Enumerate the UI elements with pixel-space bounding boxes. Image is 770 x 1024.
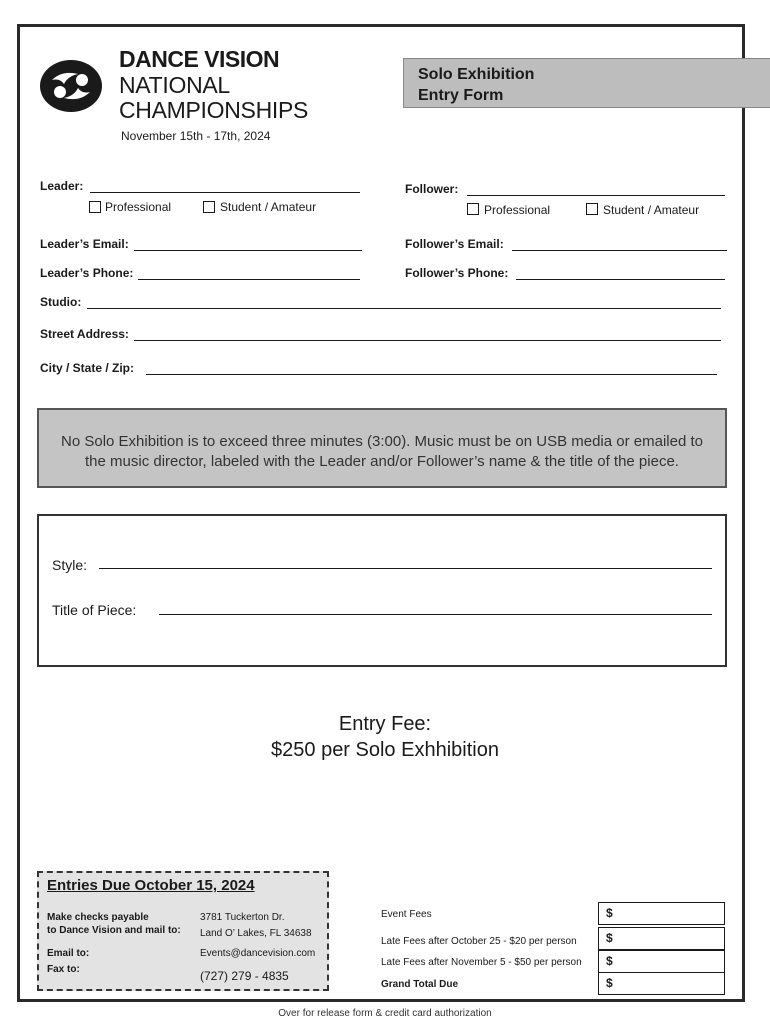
style-label: Style:	[52, 557, 88, 573]
checks-payable-line2: to Dance Vision and mail to:	[47, 925, 181, 936]
event-fees-label: Event Fees	[381, 909, 432, 920]
title-of-piece-label: Title of Piece:	[52, 602, 137, 618]
follower-label: Follower:	[405, 182, 459, 196]
leader-professional-label: Professional	[105, 200, 172, 214]
street-address-field[interactable]	[134, 340, 721, 341]
org-name-line3: CHAMPIONSHIPS	[119, 97, 309, 123]
leader-field[interactable]	[90, 192, 360, 193]
org-name-line2: NATIONAL	[119, 72, 230, 98]
follower-field[interactable]	[467, 195, 725, 196]
grand-total-label: Grand Total Due	[381, 979, 459, 990]
leader-student-label: Student / Amateur	[220, 200, 317, 214]
piece-info-box	[37, 514, 727, 667]
follower-phone-label: Follower’s Phone:	[405, 266, 509, 280]
checks-payable-line1: Make checks payable	[47, 912, 149, 923]
studio-label: Studio:	[40, 295, 82, 309]
entry-fee-amount: $250 per Solo Exhhibition	[271, 739, 499, 761]
follower-student-label: Student / Amateur	[603, 203, 700, 217]
follower-professional-checkbox[interactable]	[467, 203, 479, 215]
street-address-label: Street Address:	[40, 327, 129, 341]
entry-fee-heading: Entry Fee:	[338, 713, 432, 735]
leader-label: Leader:	[40, 179, 84, 193]
title-of-piece-field[interactable]	[159, 614, 712, 615]
city-state-zip-label: City / State / Zip:	[40, 361, 135, 375]
leader-professional-checkbox[interactable]	[89, 201, 101, 213]
mail-address-line2: Land O’ Lakes, FL 34638	[200, 928, 312, 939]
entries-due-heading: Entries Due October 15, 2024	[47, 877, 255, 894]
style-field[interactable]	[99, 568, 712, 569]
leader-email-field[interactable]	[134, 250, 362, 251]
late-fee-oct-label: Late Fees after October 25 - $20 per person	[381, 936, 577, 947]
form-title-line1: Solo Exhibition	[418, 66, 535, 83]
form-frame	[17, 24, 745, 1002]
leader-email-label: Leader’s Email:	[40, 237, 129, 251]
city-state-zip-field[interactable]	[146, 374, 717, 375]
dance-vision-logo-icon	[38, 58, 104, 114]
leader-student-checkbox[interactable]	[203, 201, 215, 213]
late-fee-nov-amount[interactable]: $	[598, 950, 725, 973]
follower-email-label: Follower’s Email:	[405, 237, 504, 251]
email-to-label: Email to:	[47, 948, 90, 959]
grand-total-amount[interactable]: $	[598, 972, 725, 995]
form-title-line2: Entry Form	[418, 87, 504, 104]
events-email: Events@dancevision.com	[200, 948, 316, 959]
studio-field[interactable]	[87, 308, 721, 309]
follower-phone-field[interactable]	[516, 279, 725, 280]
event-fees-amount[interactable]: $	[598, 902, 725, 925]
follower-email-field[interactable]	[512, 250, 727, 251]
footer-note: Over for release form & credit card authorization	[278, 1008, 492, 1019]
event-dates: November 15th - 17th, 2024	[121, 129, 271, 143]
late-fee-oct-amount[interactable]: $	[598, 927, 725, 950]
leader-phone-label: Leader’s Phone:	[40, 266, 134, 280]
leader-phone-field[interactable]	[138, 279, 360, 280]
fax-number: (727) 279 - 4835	[200, 969, 289, 983]
follower-professional-label: Professional	[484, 203, 551, 217]
org-name-line1: DANCE VISION	[119, 46, 280, 72]
fax-to-label: Fax to:	[47, 964, 80, 975]
rules-notice: No Solo Exhibition is to exceed three minutes (3:00). Music must be on USB media or emailed to the music director, labeled with the Leader and/or Follower’s name & the title of the piece.	[37, 408, 727, 488]
form-title-box	[403, 58, 770, 108]
follower-student-checkbox[interactable]	[586, 203, 598, 215]
mail-address-line1: 3781 Tuckerton Dr.	[200, 912, 285, 923]
late-fee-nov-label: Late Fees after November 5 - $50 per person	[381, 957, 582, 968]
